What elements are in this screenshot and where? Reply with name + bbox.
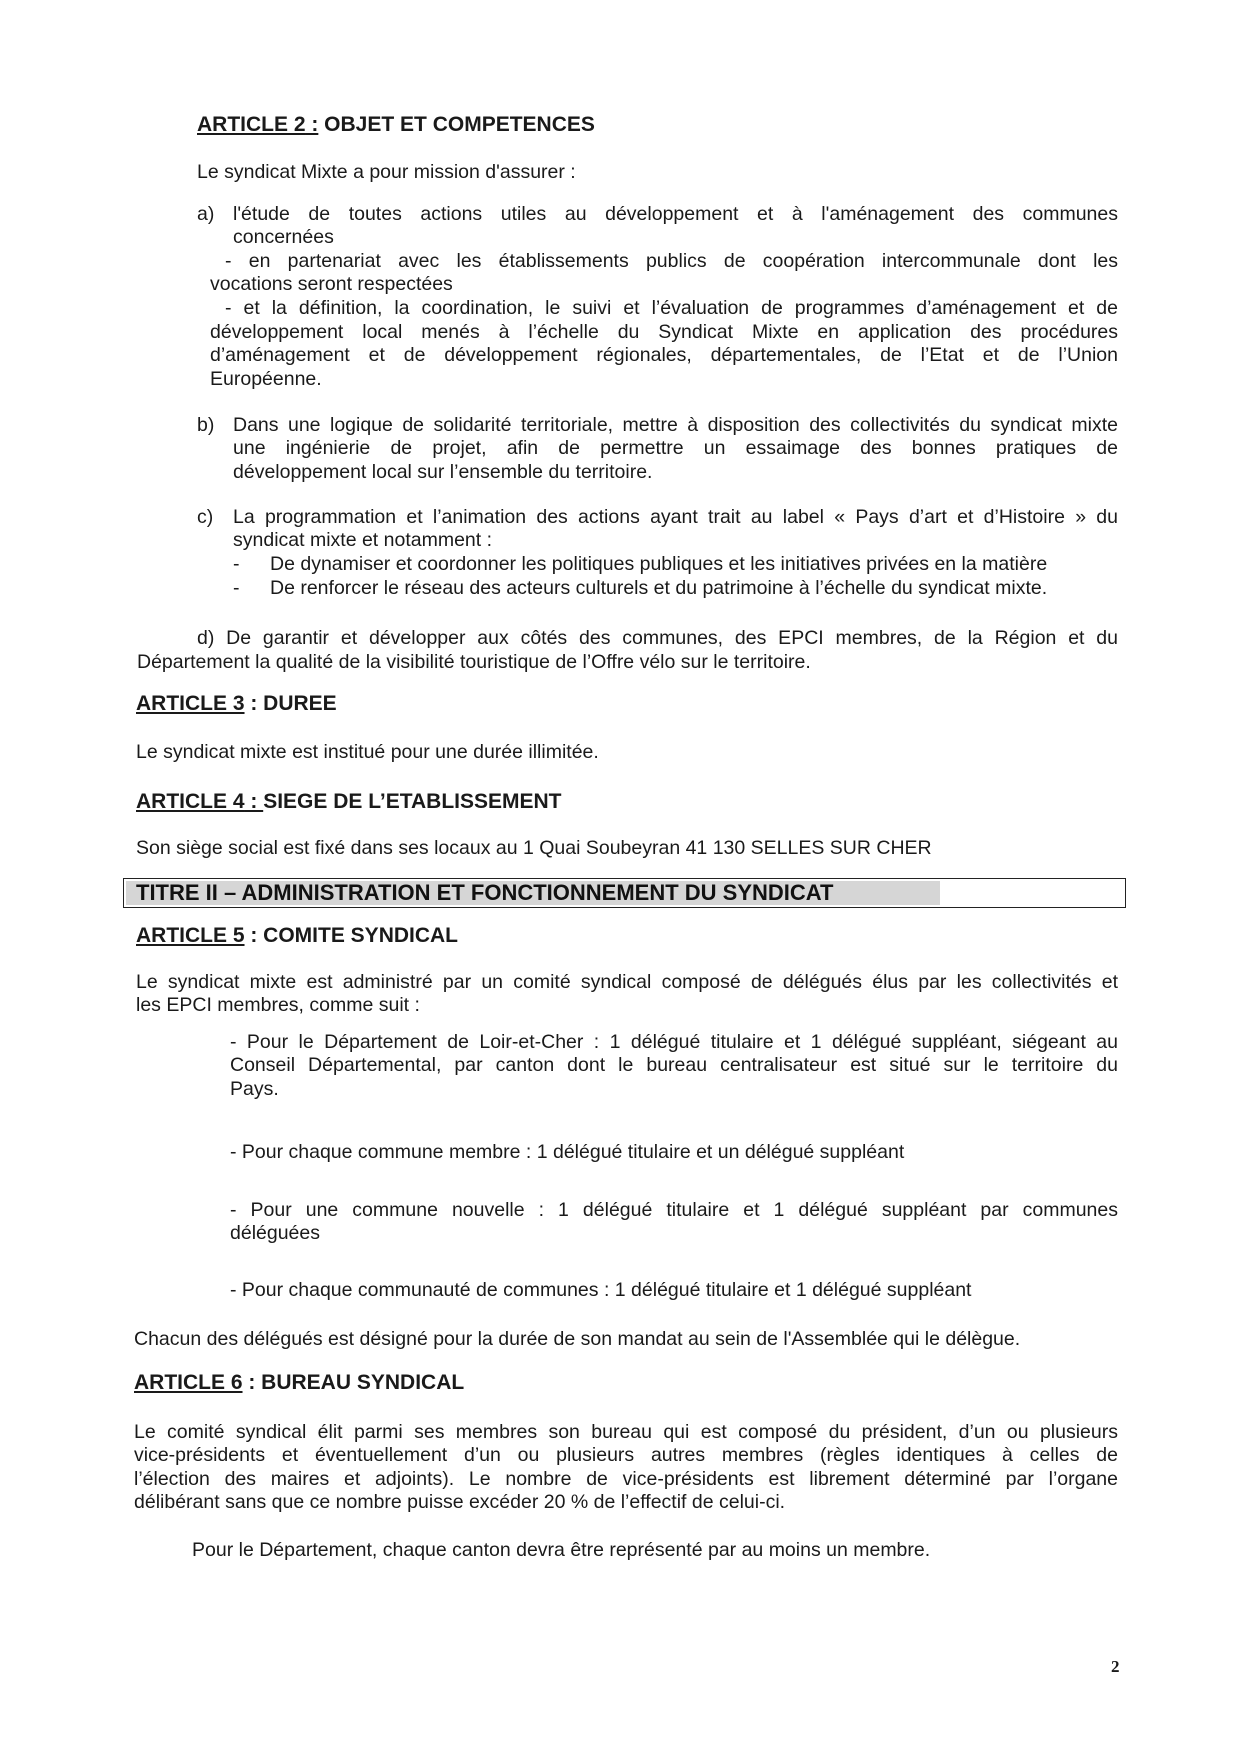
article-6-text: Pour le Département, chaque canton devra être représenté par au moins un membre. bbox=[192, 1539, 931, 1561]
article-3-text: Le syndicat mixte est institué pour une durée illimitée. bbox=[136, 741, 599, 763]
article-6-title: : BUREAU SYNDICAL bbox=[242, 1371, 465, 1394]
titre-2-banner bbox=[123, 878, 1126, 908]
article-3-heading bbox=[136, 691, 337, 717]
article-2-heading bbox=[197, 112, 595, 138]
article-6-text: délibérant sans que ce nombre puisse excéder 20 % de l’effectif de celui-ci. bbox=[134, 1491, 786, 1513]
article-5-intro: Le syndicat mixte est administré par un comité syndical composé de délégués élus par les collectivités et bbox=[136, 971, 1118, 993]
item-a-line: développement local menés à l’échelle du Syndicat Mixte en application des procédures bbox=[210, 321, 1118, 343]
item-c-line: La programmation et l’animation des actions ayant trait au label « Pays d’art et d’Histoire » du bbox=[233, 506, 1118, 528]
article-6-text: l’élection des maires et adjoints). Le nombre de vice-présidents est librement déterminé par l’organe bbox=[134, 1468, 1118, 1490]
article-2-title: OBJET ET COMPETENCES bbox=[318, 113, 595, 136]
article-5-number: ARTICLE 5 bbox=[136, 924, 245, 947]
article-6-text: Le comité syndical élit parmi ses membres son bureau qui est composé du président, d’un ou plusieurs bbox=[134, 1421, 1118, 1443]
item-b-line: Dans une logique de solidarité territoriale, mettre à disposition des collectivités du syndicat mixte bbox=[233, 414, 1118, 436]
article-5-intro: les EPCI membres, comme suit : bbox=[136, 994, 420, 1016]
article-2-separator: : bbox=[305, 113, 319, 136]
article-4-heading bbox=[136, 789, 562, 815]
bullet-dash: - bbox=[233, 577, 240, 599]
item-a-line: - en partenariat avec les établissements publics de coopération intercommunale dont les bbox=[225, 250, 1118, 272]
item-a-line: concernées bbox=[233, 226, 334, 248]
delegate-rule: - Pour chaque commune membre : 1 délégué titulaire et un délégué suppléant bbox=[230, 1141, 905, 1163]
item-c-bullet: De dynamiser et coordonner les politiques publiques et les initiatives privées en la matière bbox=[270, 553, 1048, 575]
delegate-rule: - Pour une commune nouvelle : 1 délégué titulaire et 1 délégué suppléant par communes bbox=[230, 1199, 1118, 1221]
article-6-number: ARTICLE 6 bbox=[134, 1371, 243, 1394]
article-6-heading bbox=[134, 1370, 464, 1396]
article-5-closing: Chacun des délégués est désigné pour la durée de son mandat au sein de l'Assemblée qui le délègue. bbox=[134, 1328, 1021, 1350]
item-a-line: - et la définition, la coordination, le suivi et l’évaluation de programmes d’aménagement et de bbox=[225, 297, 1118, 319]
article-2-number: ARTICLE 2 bbox=[197, 113, 306, 136]
article-4-text: Son siège social est fixé dans ses locaux au 1 Quai Soubeyran 41 130 SELLES SUR CHER bbox=[136, 837, 932, 859]
article-4-separator: : bbox=[244, 790, 264, 813]
article-2-intro: Le syndicat Mixte a pour mission d'assurer : bbox=[197, 161, 576, 183]
delegate-rule: Pays. bbox=[230, 1078, 279, 1100]
item-d-line: d) De garantir et développer aux côtés des communes, des EPCI membres, de la Région et du bbox=[197, 627, 1118, 649]
article-5-heading bbox=[136, 923, 458, 949]
item-c-marker: c) bbox=[197, 506, 214, 528]
item-a-line: vocations seront respectées bbox=[210, 273, 453, 295]
delegate-rule: Conseil Départemental, par canton dont le bureau centralisateur est situé sur le territoire du bbox=[230, 1054, 1118, 1076]
item-c-line: syndicat mixte et notamment : bbox=[233, 529, 493, 551]
delegate-rule: déléguées bbox=[230, 1222, 320, 1244]
item-a-marker: a) bbox=[197, 203, 215, 225]
item-a-line: l'étude de toutes actions utiles au développement et à l'aménagement des communes bbox=[233, 203, 1118, 225]
item-a-line: d’aménagement et de développement régionales, départementales, de l’Etat et de l’Union bbox=[210, 344, 1118, 366]
titre-2-heading: TITRE II – ADMINISTRATION ET FONCTIONNEMENT DU SYNDICAT bbox=[136, 880, 834, 905]
item-b-line: développement local sur l’ensemble du territoire. bbox=[233, 461, 653, 483]
article-4-number: ARTICLE 4 bbox=[136, 790, 245, 813]
page-number: 2 bbox=[1111, 1657, 1120, 1676]
item-d-line: Département la qualité de la visibilité touristique de l’Offre vélo sur le territoire. bbox=[137, 651, 811, 673]
delegate-rule: - Pour le Département de Loir-et-Cher : 1 délégué titulaire et 1 délégué suppléant, siégeant au bbox=[230, 1031, 1118, 1053]
article-3-title: : DUREE bbox=[244, 692, 337, 715]
item-b-marker: b) bbox=[197, 414, 215, 436]
article-3-number: ARTICLE 3 bbox=[136, 692, 245, 715]
delegate-rule: - Pour chaque communauté de communes : 1 délégué titulaire et 1 délégué suppléant bbox=[230, 1279, 972, 1301]
article-6-text: vice-présidents et éventuellement d’un ou plusieurs autres membres (règles identiques à celles de bbox=[134, 1444, 1118, 1466]
item-c-bullet: De renforcer le réseau des acteurs culturels et du patrimoine à l’échelle du syndicat mixte. bbox=[270, 577, 1048, 599]
item-b-line: une ingénierie de projet, afin de permettre un essaimage des bonnes pratiques de bbox=[233, 437, 1118, 459]
bullet-dash: - bbox=[233, 553, 240, 575]
article-5-title: : COMITE SYNDICAL bbox=[244, 924, 459, 947]
article-4-title: SIEGE DE L’ETABLISSEMENT bbox=[263, 790, 562, 813]
item-a-line: Européenne. bbox=[210, 368, 322, 390]
